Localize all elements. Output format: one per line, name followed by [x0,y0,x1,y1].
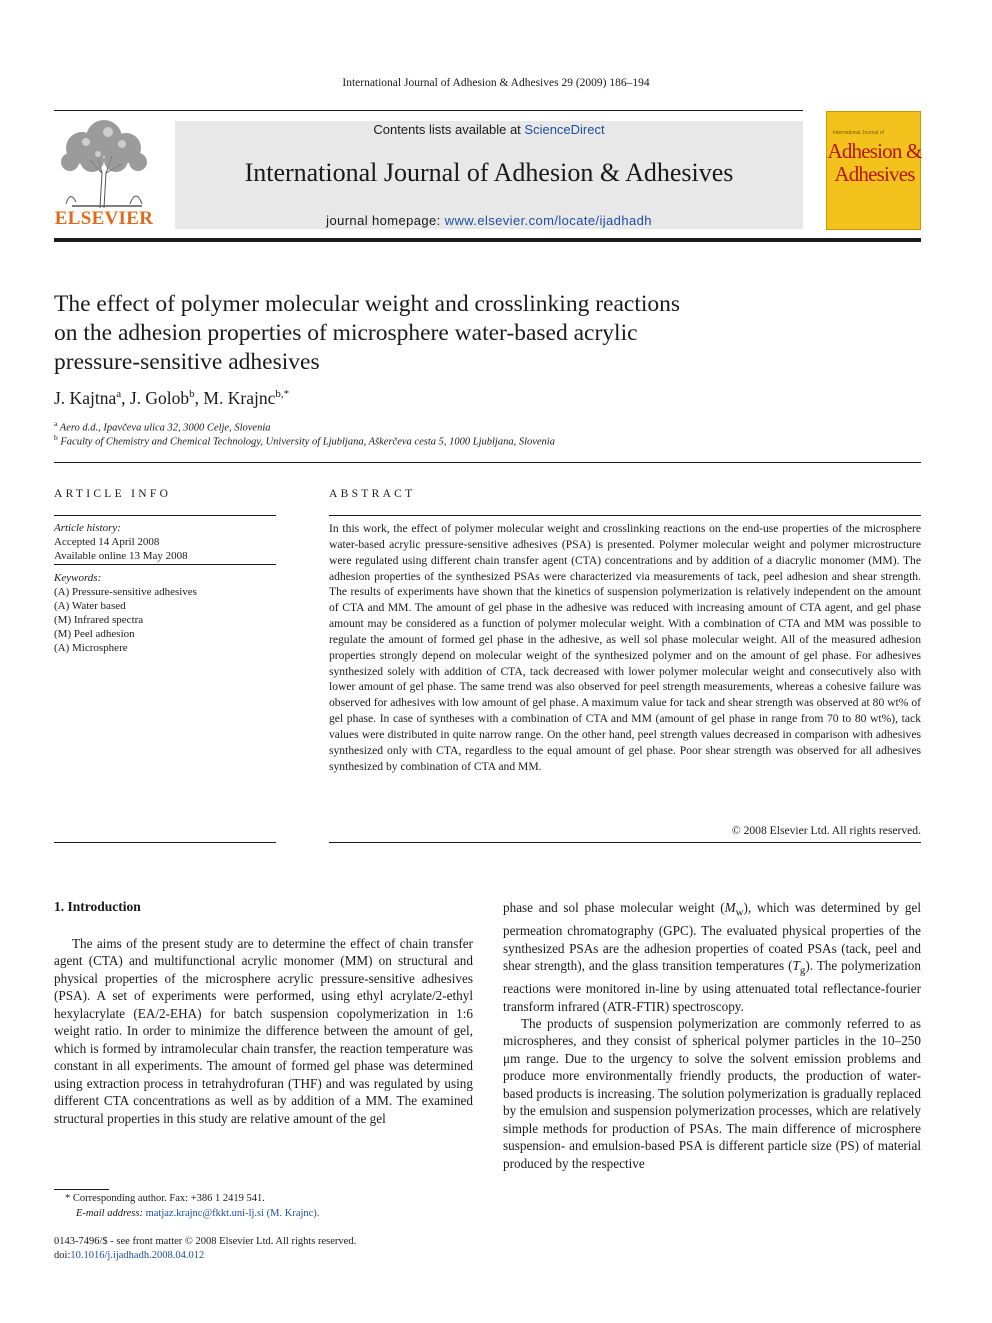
affiliation-rule [54,462,921,463]
doi-link[interactable]: 10.1016/j.ijadhadh.2008.04.012 [70,1250,205,1261]
doi-line [54,1250,204,1261]
abstract-rule [329,515,921,516]
homepage-line [175,213,803,228]
author-affil-marker: b,* [275,388,290,401]
homepage-link[interactable]: www.elsevier.com/locate/ijadhadh [444,213,652,228]
accepted-date: Accepted 14 April 2008 [54,536,160,548]
history-rule [54,564,276,565]
intro-paragraph [503,899,921,1015]
sciencedirect-link[interactable]: ScienceDirect [524,122,605,137]
article-info-heading: ARTICLE INFO [54,488,172,500]
mw-symbol: M [724,900,736,915]
keyword-item: (M) Peel adhesion [54,628,135,640]
copyright-notice: © 2008 Elsevier Ltd. All rights reserved. [731,824,921,837]
body-column-right [503,899,921,1172]
elsevier-wordmark: ELSEVIER [54,208,154,229]
header-rule-thin [54,110,803,111]
text-run: phase and sol phase molecular weight ( [503,900,725,915]
affiliation-marker: a [54,419,58,428]
tg-subscript: g [799,964,806,977]
intro-paragraph: The products of suspension polymerization are commonly referred to as microspheres, and they consist of spherical polymer particles in the 10–250 μm range. Due to the urgency to solve the solvent emission problems and produce more environmentally friendly products, the production of water-based products is increasing. The solution polymerization is gradually replaced by the emulsion and suspension polymerization processes, which are relatively simple methods for production of PSAs. The main difference of microsphere suspension- and emulsion-based PSA is different particle size (PS) of material produced by the respective [503,1016,921,1171]
history-label: Article history: [54,522,121,534]
abstract-text: In this work, the effect of polymer molecular weight and crosslinking reactions on the end-use properties of the microsphere water-based acrylic pressure-sensitive adhesives (PSA) is presented. Polymer molecular weight and polymer microstructure were regulated using different chain transfer agent (CTA) concentrations and by addition of a diacrylic monomer (MM). The adhesion properties of the synthesized PSAs were characterized via measurements of tack, peel adhesion and shear strength. The results of experiments have shown that the kinetics of suspension polymerization is relatively independent on the amount of CTA and MM. The amount of gel phase in the adhesive was reduced with increasing amount of CTA agent, and gel phase amount may be considered as a function of polymer molecular weight. With a combination of CTA and MM was possible to regulate the amount of formed gel phase in the adhesive, as well sol phase molecular weight. All of the measured adhesion properties strongly depend on molecular weight of the synthesized polymer and on the amount of gel phase. For adhesives synthesized solely with addition of CTA, tack decreased with lower polymer molecular weight and consecutively also with lower amount of gel phase. The same trend was also observed for peel strength measurements, whereas a cohesive failure was observed for adhesives with low amount of gel phase. A maximum value for tack and shear strength was observed at 80 wt% of gel phase. In case of syntheses with a combination of CTA and MM (amount of gel phase in range from 70 to 80 wt%), tack values were distributed in quite narrow range. On the other hand, peel strength values decreased in comparison with adhesives synthesized only with CTA, regardless to the equal amount of gel phase. Poor shear strength was observed for all adhesives synthesized by combination of CTA and MM. [329,522,921,773]
affiliation-text: Aero d.d., Ipavčeva ulica 32, 3000 Celje, Slovenia [59,422,271,434]
text-run: ). The polymerization reactions were monitored in-line by using attenuated total reflectance-fourier transform infrared (ATR-FTIR) spectroscopy. [503,958,921,1014]
cover-title-line1: Adhesion & [827,139,922,163]
available-date: Available online 13 May 2008 [54,550,188,562]
author-name[interactable]: M. Krajnc [203,388,276,408]
article-info-bottom-rule [54,842,276,843]
email-link[interactable]: matjaz.krajnc@fkkt.uni-lj.si (M. Krajnc). [145,1208,320,1219]
affiliation-marker: b [54,433,58,442]
keyword-item: (A) Microsphere [54,642,128,654]
author-name[interactable]: J. Golob [129,388,190,408]
author-list: J. Kajtna$^a$, J. Golob$^b$, M. Krajnc$^{b,*}$ [54,388,290,408]
intro-paragraph: The aims of the present study are to determine the effect of chain transfer agent (CTA) and multifunctional acrylic monomer (MM) on structural and physical properties of the microsphere acrylic pressure-sensitive adhesives (PSA). A set of experiments were performed, using ethyl acrylate/2-ethyl hexylacrylate (EA/2-EHA) for batch suspension copolymerization in 1:6 weight ratio. In order to minimize the difference between the amount of gel, which is formed by intramolecular chain transfer, the reaction temperature was constant in all experiments. The amount of formed gel phase was determined using extraction process in tetrahydrofuran (THF) and was regulated by using different CTA concentrations as well as by addition of a MM. The examined structural properties in this study are relative amount of the gel [54,936,473,1126]
elsevier-logo[interactable] [52,118,156,230]
title-line-1: The effect of polymer molecular weight and crosslinking reactions [54,291,681,317]
keyword-item: (A) Water based [54,600,126,612]
keyword-item: (M) Infrared spectra [54,614,144,626]
journal-cover-thumbnail[interactable] [826,111,921,230]
homepage-prefix: journal homepage: [326,213,445,228]
author-affil-marker: a [116,388,122,401]
text-run: ), which was determined by gel permeation chromatography (GPC). The evaluated physical properties of the synthesized PSAs are the adhesion properties of coated PSAs (tack, peel and shear strength), and the glass transition temperatures ( [503,900,921,973]
tree-logo-icon [52,118,156,210]
affiliation-b [54,433,555,448]
article-info-rule [54,515,276,516]
contents-line [175,122,803,137]
affiliation-a [54,419,271,434]
abstract-bottom-rule [329,842,921,843]
cover-small-text: International Journal of [833,130,884,136]
header-rule-thick [54,238,921,242]
article-title [54,290,814,377]
author-affil-marker: b [189,388,195,401]
article-history [54,521,188,563]
corresponding-author-note: * Corresponding author. Fax: +386 1 2419 541. [65,1193,265,1204]
keywords-label: Keywords: [54,572,102,584]
contents-prefix: Contents lists available at [373,122,525,137]
mw-subscript: w [735,906,744,919]
email-note [76,1208,319,1219]
introduction-heading: 1. Introduction [54,899,141,914]
abstract-heading: ABSTRACT [329,488,416,500]
cover-title-line2: Adhesives [834,162,915,186]
issn-line: 0143-7496/$ - see front matter © 2008 Elsevier Ltd. All rights reserved. [54,1236,357,1247]
email-label: E-mail address: [76,1208,146,1219]
tg-symbol: T [792,958,800,973]
running-head: International Journal of Adhesion & Adhesives 29 (2009) 186–194 [342,77,650,89]
title-line-2: on the adhesion properties of microsphere water-based acrylic [54,320,638,346]
title-line-3: pressure-sensitive adhesives [54,349,320,375]
body-column-left [54,935,473,1127]
affiliation-text: Faculty of Chemistry and Chemical Technology, University of Ljubljana, Aškerčeva cesta 5, 1000 Ljubljana, Slovenia [60,436,555,448]
doi-label: doi: [54,1250,71,1261]
cover-title [827,140,922,186]
keywords-block [54,571,197,655]
keyword-item: (A) Pressure-sensitive adhesives [54,586,197,598]
author-name[interactable]: J. Kajtna [54,388,117,408]
journal-name: International Journal of Adhesion & Adhesives [244,158,734,187]
footnote-rule [54,1189,109,1190]
